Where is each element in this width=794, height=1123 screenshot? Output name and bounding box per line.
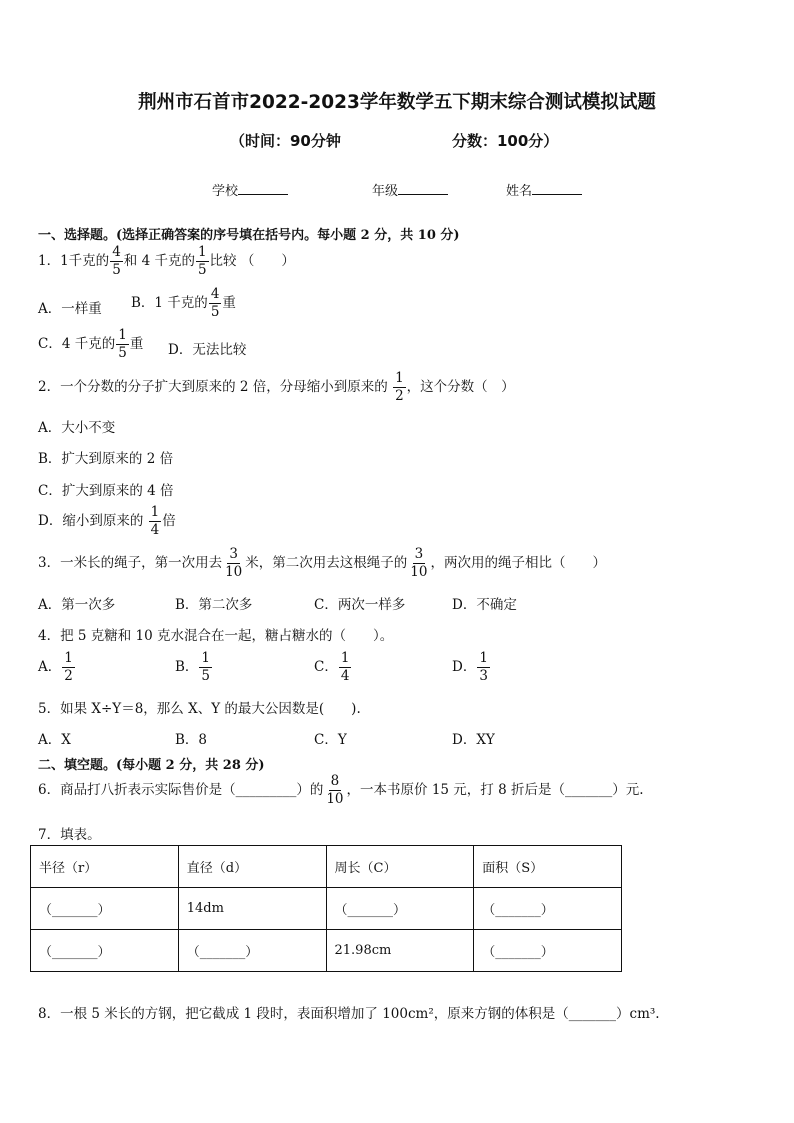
grade-field	[372, 180, 448, 199]
q2-option-d[interactable]: D．缩小到原来的 $\frac{1}{4}$ 倍	[38, 504, 176, 538]
q2-option-b[interactable]: B．扩大到原来的 2 倍	[38, 451, 174, 467]
q3-option-a[interactable]: A．第一次多	[38, 597, 116, 613]
q1-text: 和 4 千克的	[123, 253, 195, 269]
question-4: 4．把 5 克糖和 10 克水混合在一起，糖占糖水的（ ）。	[38, 628, 394, 644]
table-cell[interactable]: （_______）	[474, 930, 622, 972]
q4-option-c[interactable]: C． $\frac{1}{4}$	[314, 650, 350, 684]
school-field	[212, 180, 288, 199]
q5-option-a[interactable]: A．X	[38, 732, 71, 748]
q5-option-d[interactable]: D．XY	[452, 732, 495, 748]
fraction: $\frac{1}{5}$	[118, 327, 127, 361]
table-header-cell: 周长（C）	[326, 846, 474, 888]
fraction: $\frac{1}{2}$	[64, 650, 73, 684]
fraction: $\frac{1}{5}$	[201, 650, 211, 684]
q3-option-b[interactable]: B．第二次多	[175, 597, 253, 613]
question-5: 5．如果 X÷Y＝8，那么 X、Y 的最大公因数是( ).	[38, 701, 361, 717]
fraction: $\frac{3}{10}$	[410, 546, 428, 580]
school-blank[interactable]	[238, 182, 288, 195]
grade-label: 年级	[372, 184, 399, 199]
q3-text: 3．一米长的绳子，第一次用去	[38, 555, 223, 571]
q6-text: 6．商品打八折表示实际售价是（_________）的	[38, 782, 324, 798]
q3-option-c[interactable]: C．两次一样多	[314, 597, 406, 613]
question-8: 8．一根 5 米长的方钢，把它截成 1 段时，表面积增加了 100cm²，原来方钢的体积是（_______）cm³.	[38, 1006, 660, 1022]
q6-text: ，一本书原价 15 元，打 8 折后是（_______）元.	[346, 782, 644, 798]
q4-option-b[interactable]: B． $\frac{1}{5}$	[175, 650, 211, 684]
fraction: $\frac{1}{4}$	[340, 650, 350, 684]
total-score: 分数：100分）	[452, 132, 559, 150]
section-1-heading: 一、选择题。(选择正确答案的序号填在括号内。每小题 2 分，共 10 分)	[38, 228, 460, 243]
q1-text: 1．1千克的	[38, 253, 110, 269]
q1-text: 比较 （ ）	[209, 253, 295, 269]
q3-text: 米，第二次用去这根绳子的	[245, 555, 408, 571]
table-header-row	[31, 846, 622, 888]
name-field	[506, 180, 582, 199]
question-3	[38, 548, 606, 579]
question-2	[38, 372, 515, 403]
fraction: $\frac{1}{2}$	[395, 370, 404, 404]
table-cell[interactable]: （_______）	[178, 930, 326, 972]
name-label: 姓名	[506, 184, 533, 199]
table-row	[31, 930, 622, 972]
q1-option-b[interactable]: B．1 千克的 $\frac{4}{5}$ 重	[131, 286, 236, 320]
fraction: $\frac{1}{3}$	[479, 650, 488, 684]
fraction: $\frac{3}{10}$	[225, 546, 243, 580]
time-limit: （时间：90分钟	[230, 132, 341, 150]
school-label: 学校	[212, 184, 239, 199]
table-cell: 21.98cm	[326, 930, 474, 972]
table-cell: 14dm	[178, 888, 326, 930]
table-row	[31, 888, 622, 930]
fraction: $\frac{8}{10}$	[326, 773, 344, 807]
table-header-cell: 面积（S）	[474, 846, 622, 888]
table-cell[interactable]: （_______）	[31, 930, 179, 972]
q4-option-d[interactable]: D． $\frac{1}{3}$	[452, 650, 488, 684]
table-cell[interactable]: （_______）	[31, 888, 179, 930]
q1-option-a[interactable]: A．一样重	[38, 301, 102, 317]
q3-option-d[interactable]: D．不确定	[452, 597, 517, 613]
name-blank[interactable]	[532, 182, 582, 195]
fraction: $\frac{4}{5}$	[112, 244, 121, 278]
circle-table	[30, 845, 622, 972]
q2-text: 2．一个分数的分子扩大到原来的 2 倍，分母缩小到原来的	[38, 379, 388, 395]
table-header-cell: 半径（r）	[31, 846, 179, 888]
q2-text: ，这个分数（ ）	[406, 379, 515, 395]
q5-option-c[interactable]: C．Y	[314, 732, 347, 748]
fraction: $\frac{4}{5}$	[210, 286, 220, 320]
table-cell[interactable]: （_______）	[474, 888, 622, 930]
q5-option-b[interactable]: B．8	[175, 732, 208, 748]
fraction: $\frac{1}{4}$	[150, 504, 160, 538]
fraction: $\frac{1}{5}$	[197, 244, 207, 278]
q1-option-d[interactable]: D．无法比较	[168, 342, 247, 358]
question-6	[38, 775, 644, 806]
q2-option-c[interactable]: C．扩大到原来的 4 倍	[38, 483, 174, 499]
q2-option-a[interactable]: A．大小不变	[38, 420, 116, 436]
page-title: 荆州市石首市2022-2023学年数学五下期末综合测试模拟试题	[138, 92, 656, 113]
table-header-cell: 直径（d）	[178, 846, 326, 888]
q3-text: ，两次用的绳子相比（ ）	[430, 555, 606, 571]
question-1	[38, 246, 295, 277]
grade-blank[interactable]	[398, 182, 448, 195]
question-7: 7．填表。	[38, 827, 101, 843]
section-2-heading: 二、填空题。(每小题 2 分，共 28 分)	[38, 758, 265, 773]
q4-option-a[interactable]: A． $\frac{1}{2}$	[38, 650, 73, 684]
q1-option-c[interactable]: C．4 千克的 $\frac{1}{5}$ 重	[38, 327, 144, 361]
table-cell[interactable]: （_______）	[326, 888, 474, 930]
